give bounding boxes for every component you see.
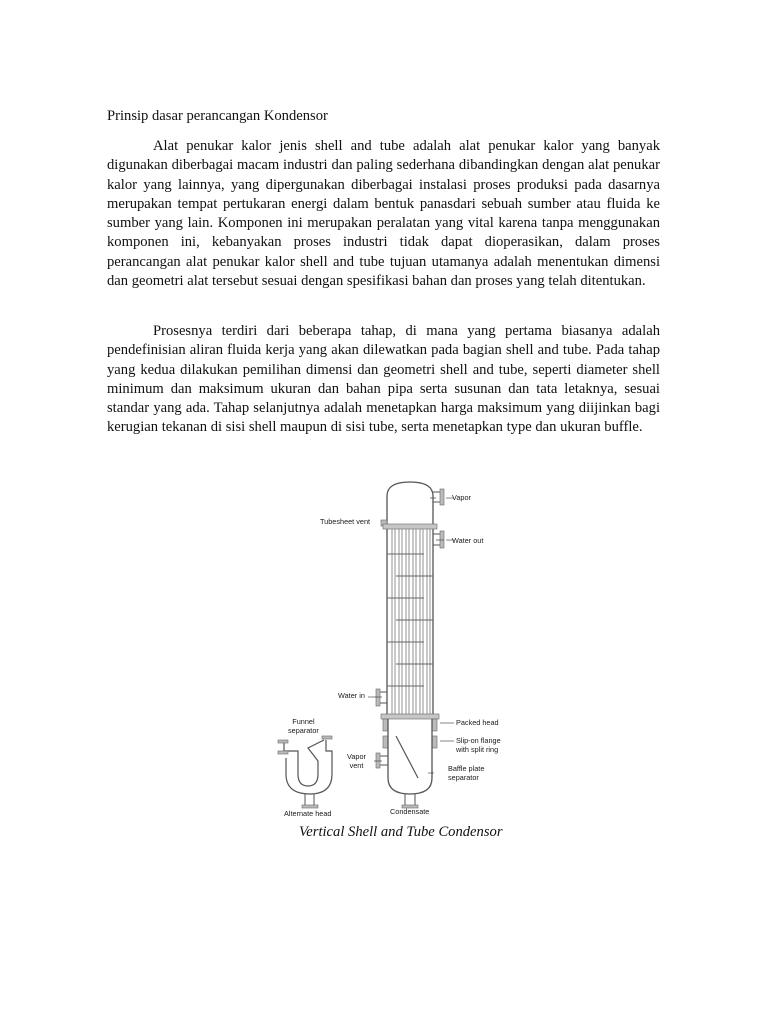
tubesheet-vent-label: Tubesheet vent [320, 517, 371, 526]
water-out-label: Water out [452, 536, 484, 545]
funnel-separator-label: Funnel separator [288, 717, 319, 735]
paragraph-1: Alat penukar kalor jenis shell and tube adalah alat penukar kalor yang banyak digunakan diberbagai macam industri dan paling sederhana dibandingkan dengan alat penukar kalor yang lainnya, yang dipergunakan diberbagai instalasi proses produksi pada dasarnya merupakan tempat pertukaran energi dalam bentuk panasdari sebuah sumber atau fluida ke sumber yang lain. Komponen ini merupakan peralatan yang vital karena tanpa menggunakan komponen ini, kebanyakan proses industri tidak dapat dioperasikan, dalam proses perancangan alat penukar kalor shell and tube tujuan utamanya adalah menentukan dimensi dan geometri alat tersebut sesuai dengan spesifikasi bahan dan proses yang telah ditentukan. [107, 138, 660, 290]
vapor-label: Vapor [452, 493, 471, 502]
condenser-diagram [268, 478, 518, 823]
slip-on-flange-label: Slip-on flange with split ring [456, 736, 501, 754]
packed-head-label: Packed head [456, 718, 499, 727]
vapor-vent-label: Vapor vent [347, 752, 366, 770]
water-in-label: Water in [338, 691, 365, 700]
paragraph-2: Prosesnya terdiri dari beberapa tahap, di mana yang pertama biasanya adalah pendefinisian aliran fluida kerja yang akan dilewatkan pada bagian shell and tube. Pada tahap yang kedua dilakukan pemilihan dimensi dan geometri shell and tube, seperti diameter shell minimum dan maksimum ukuran dan bahan pipa serta susunan dan tata letaknya, sesuai standar yang ada. Tahap selanjutnya adalah menetapkan harga maksimum yang diijinkan bagi kerugian tekanan di sisi shell maupun di sisi tube, serta menetapkan type dan ukuran buffle. [107, 323, 660, 436]
document-title: Prinsip dasar perancangan Kondensor [107, 108, 328, 124]
figure-caption: Vertical Shell and Tube Condensor [299, 824, 503, 840]
condensate-label: Condensate [390, 807, 430, 816]
baffle-plate-separator-label: Baffle plate separator [448, 764, 485, 782]
alternate-head-label: Alternate head [284, 809, 332, 818]
